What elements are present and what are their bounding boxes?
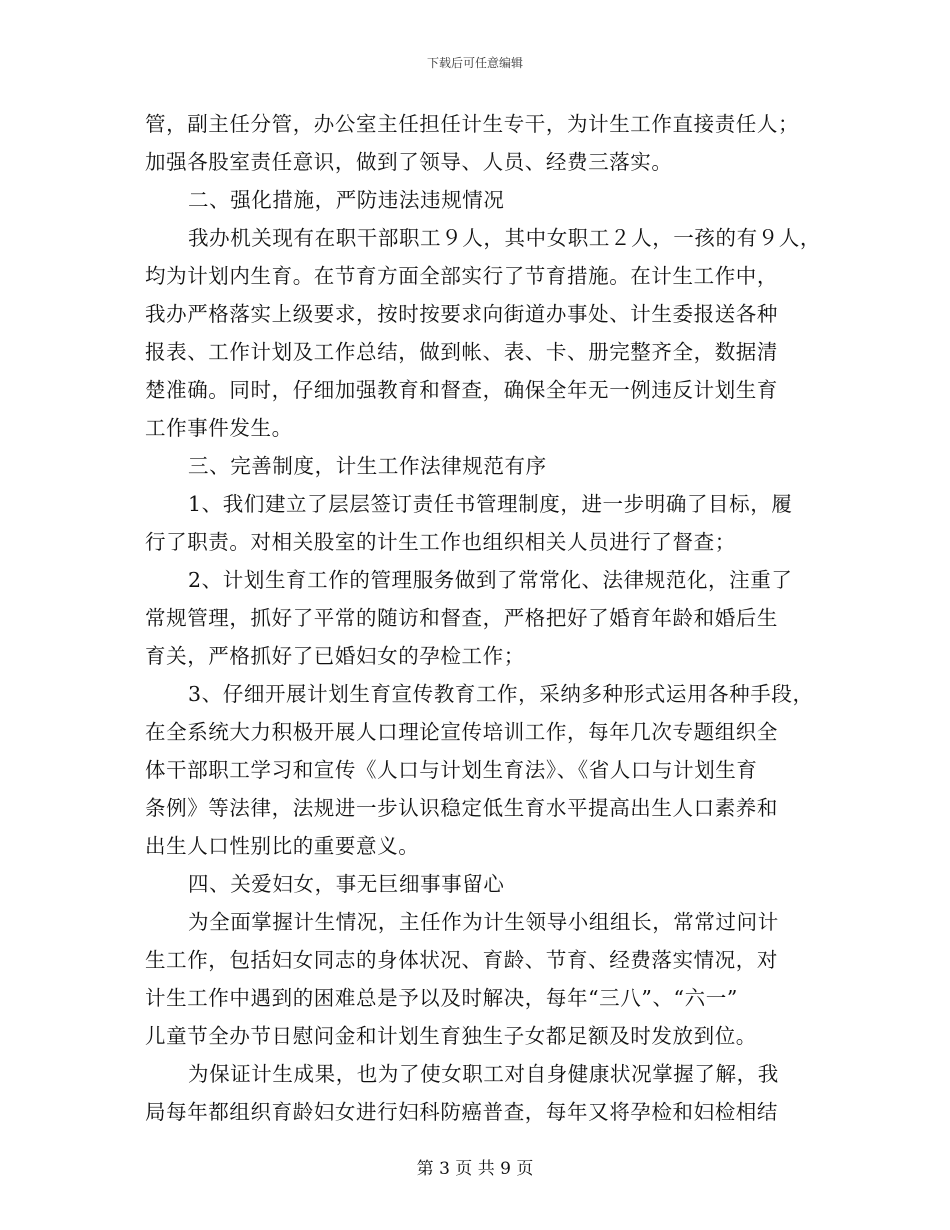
text-line: 报表、工作计划及工作总结，做到帐、表、卡、册完整齐全，数据清 (145, 340, 778, 364)
text-line: 计生工作中遇到的困难总是予以及时解决，每年“三八”、“六一” (145, 986, 738, 1010)
page-number-footer: 第 3 页 共 9 页 (416, 1159, 534, 1179)
section-heading: 二、强化措施，严防违法违规情况 (188, 188, 505, 212)
text-line: 1、我们建立了层层签订责任书管理制度，进一步明确了目标，履 (188, 492, 793, 516)
text-line: 2、计划生育工作的管理服务做到了常常化、法律规范化，注重了 (188, 568, 793, 592)
text-line: 局每年都组织育龄妇女进行妇科防癌普查，每年又将孕检和妇检相结 (145, 1100, 778, 1124)
text-line: 工作事件发生。 (145, 416, 293, 440)
text-line: 为全面掌握计生情况，主任作为计生领导小组组长，常常过问计 (188, 910, 779, 934)
text-line: 管，副主任分管，办公室主任担任计生专干，为计生工作直接责任人； (145, 112, 800, 136)
text-line: 我办机关现有在职干部职工９人，其中女职工２人，一孩的有９人， (188, 226, 821, 250)
text-line: 在全系统大力积极开展人口理论宣传培训工作，每年几次专题组织全 (145, 720, 778, 744)
text-line: 为保证计生成果，也为了使女职工对自身健康状况掌握了解，我 (188, 1062, 779, 1086)
page-header-note: 下载后可任意编辑 (426, 56, 523, 70)
text-line: 条例》等法律，法规进一步认识稳定低生育水平提高出生人口素养和 (145, 796, 778, 820)
text-line: 我办严格落实上级要求，按时按要求向街道办事处、计生委报送各种 (145, 302, 778, 326)
text-line: 出生人口性别比的重要意义。 (145, 834, 420, 858)
text-line: 3、仔细开展计划生育宣传教育工作，采纳多种形式运用各种手段， (188, 682, 814, 706)
text-line: 生工作，包括妇女同志的身体状况、育龄、节育、经费落实情况，对 (145, 948, 778, 972)
section-heading: 四、关爱妇女，事无巨细事事留心 (188, 872, 505, 896)
section-heading: 三、完善制度，计生工作法律规范有序 (188, 454, 547, 478)
text-line: 常规管理，抓好了平常的随访和督查，严格把好了婚育年龄和婚后生 (145, 606, 778, 630)
text-line: 儿童节全办节日慰问金和计划生育独生子女都足额及时发放到位。 (145, 1024, 757, 1048)
text-line: 楚准确。同时，仔细加强教育和督查，确保全年无一例违反计划生育 (145, 378, 778, 402)
text-line: 加强各股室责任意识，做到了领导、人员、经费三落实。 (145, 150, 673, 174)
text-line: 行了职责。对相关股室的计生工作也组织相关人员进行了督查； (145, 530, 736, 554)
text-line: 均为计划内生育。在节育方面全部实行了节育措施。在计生工作中， (145, 264, 778, 288)
text-line: 育关，严格抓好了已婚妇女的孕检工作； (145, 644, 525, 668)
text-line: 体干部职工学习和宣传《人口与计划生育法》、《省人口与计划生育 (145, 758, 758, 782)
